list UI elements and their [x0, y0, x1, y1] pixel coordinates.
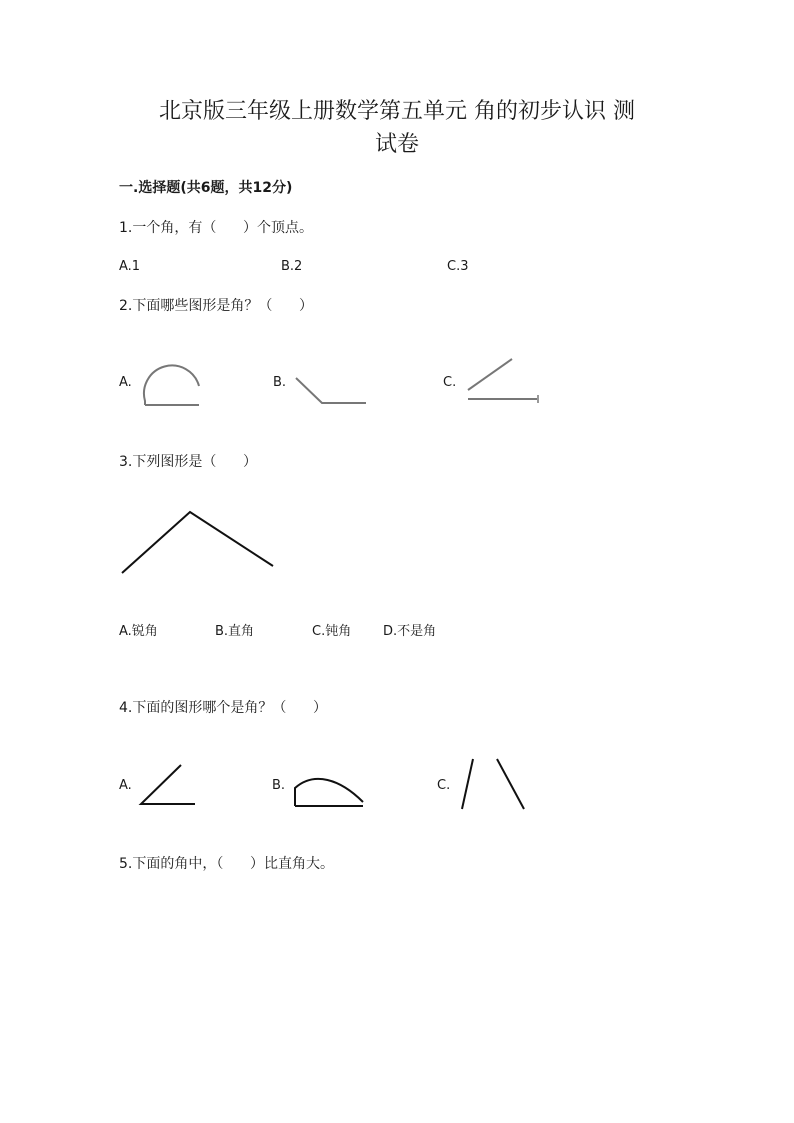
- question-3-option-c: C.钝角: [312, 624, 352, 639]
- question-1-option-b: B.2: [281, 259, 303, 274]
- question-4-figure-a-angle: [138, 762, 200, 810]
- question-3-option-d: D.不是角: [383, 624, 437, 639]
- question-3-figure-obtuse-angle: [118, 506, 278, 578]
- section-heading: 一.选择题(共6题，共12分): [119, 180, 293, 196]
- question-4-figure-c-lines: [458, 756, 530, 814]
- question-3-option-b: B.直角: [215, 624, 255, 639]
- question-1-text: 1.一个角，有（ ）个顶点。: [119, 220, 314, 236]
- question-1-option-c: C.3: [447, 259, 469, 274]
- page-title-line-2: 试卷: [374, 132, 419, 157]
- page-title-line-1: 北京版三年级上册数学第五单元 角的初步认识 测: [159, 99, 635, 124]
- question-4-option-c: C.: [437, 778, 451, 793]
- question-2-figure-c-lines: [465, 354, 545, 404]
- question-3-text: 3.下列图形是（ ）: [119, 454, 258, 470]
- question-2-option-b: B.: [273, 375, 287, 390]
- question-1-option-a: A.1: [119, 259, 141, 274]
- question-4-option-a: A.: [119, 778, 132, 793]
- question-4-option-b: B.: [272, 778, 286, 793]
- question-5-text: 5.下面的角中，（ ）比直角大。: [119, 856, 335, 872]
- question-2-figure-a-arc: [140, 368, 206, 410]
- question-2-text: 2.下面哪些图形是角？（ ）: [119, 298, 314, 314]
- question-4-text: 4.下面的图形哪个是角？（ ）: [119, 700, 328, 716]
- question-2-figure-b-angle: [292, 374, 370, 406]
- question-3-option-a: A.锐角: [119, 624, 158, 639]
- question-2-option-a: A.: [119, 375, 132, 390]
- question-4-figure-b-curve: [292, 771, 368, 811]
- question-2-option-c: C.: [443, 375, 457, 390]
